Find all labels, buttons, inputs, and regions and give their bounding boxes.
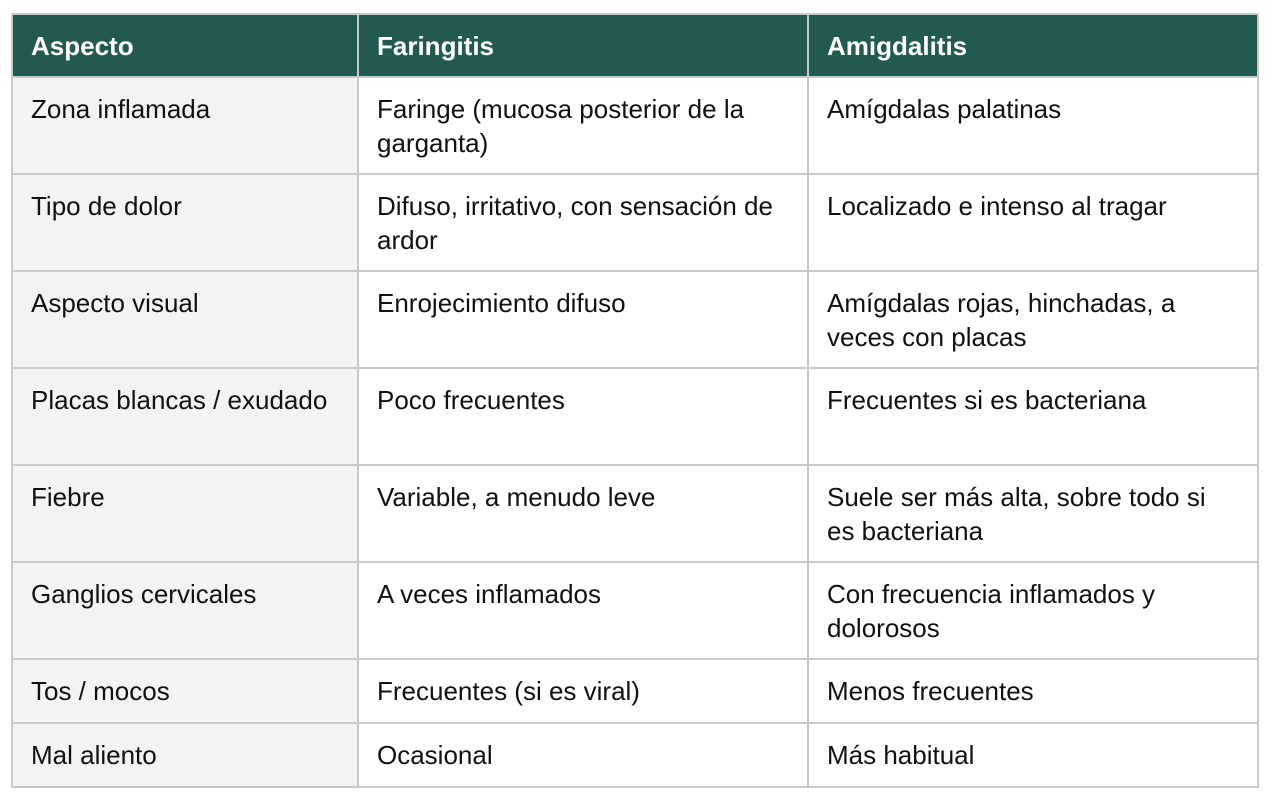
- faringitis-cell: Faringe (mucosa posterior de la garganta): [358, 77, 808, 174]
- aspect-cell: Mal aliento: [12, 723, 358, 787]
- header-cell-amigdalitis: Amigdalitis: [808, 14, 1258, 77]
- faringitis-cell: Frecuentes (si es viral): [358, 659, 808, 723]
- table-header: [12, 14, 1258, 77]
- faringitis-cell: Poco frecuentes: [358, 368, 808, 465]
- aspect-cell: Tipo de dolor: [12, 174, 358, 271]
- table-row: [12, 271, 1258, 368]
- header-row: [12, 14, 1258, 77]
- amigdalitis-cell: Más habitual: [808, 723, 1258, 787]
- table-row: [12, 174, 1258, 271]
- amigdalitis-cell: Amígdalas rojas, hinchadas, a veces con placas: [808, 271, 1258, 368]
- header-cell-faringitis: Faringitis: [358, 14, 808, 77]
- header-cell-aspecto: Aspecto: [12, 14, 358, 77]
- amigdalitis-cell: Menos frecuentes: [808, 659, 1258, 723]
- faringitis-cell: Difuso, irritativo, con sensación de ardor: [358, 174, 808, 271]
- table-body: [12, 77, 1258, 787]
- table-row: [12, 77, 1258, 174]
- amigdalitis-cell: Amígdalas palatinas: [808, 77, 1258, 174]
- aspect-cell: Zona inflamada: [12, 77, 358, 174]
- table-row: [12, 659, 1258, 723]
- table-row: [12, 368, 1258, 465]
- table-row: [12, 562, 1258, 659]
- faringitis-cell: Variable, a menudo leve: [358, 465, 808, 562]
- amigdalitis-cell: Localizado e intenso al tragar: [808, 174, 1258, 271]
- aspect-cell: Ganglios cervicales: [12, 562, 358, 659]
- faringitis-cell: A veces inflamados: [358, 562, 808, 659]
- aspect-cell: Placas blancas / exudado: [12, 368, 358, 465]
- faringitis-cell: Ocasional: [358, 723, 808, 787]
- faringitis-cell: Enrojecimiento difuso: [358, 271, 808, 368]
- table-row: [12, 465, 1258, 562]
- amigdalitis-cell: Con frecuencia inflamados y dolorosos: [808, 562, 1258, 659]
- table-row: [12, 723, 1258, 787]
- aspect-cell: Fiebre: [12, 465, 358, 562]
- amigdalitis-cell: Frecuentes si es bacteriana: [808, 368, 1258, 465]
- aspect-cell: Aspecto visual: [12, 271, 358, 368]
- amigdalitis-cell: Suele ser más alta, sobre todo si es bacteriana: [808, 465, 1258, 562]
- comparison-table: [11, 13, 1259, 788]
- aspect-cell: Tos / mocos: [12, 659, 358, 723]
